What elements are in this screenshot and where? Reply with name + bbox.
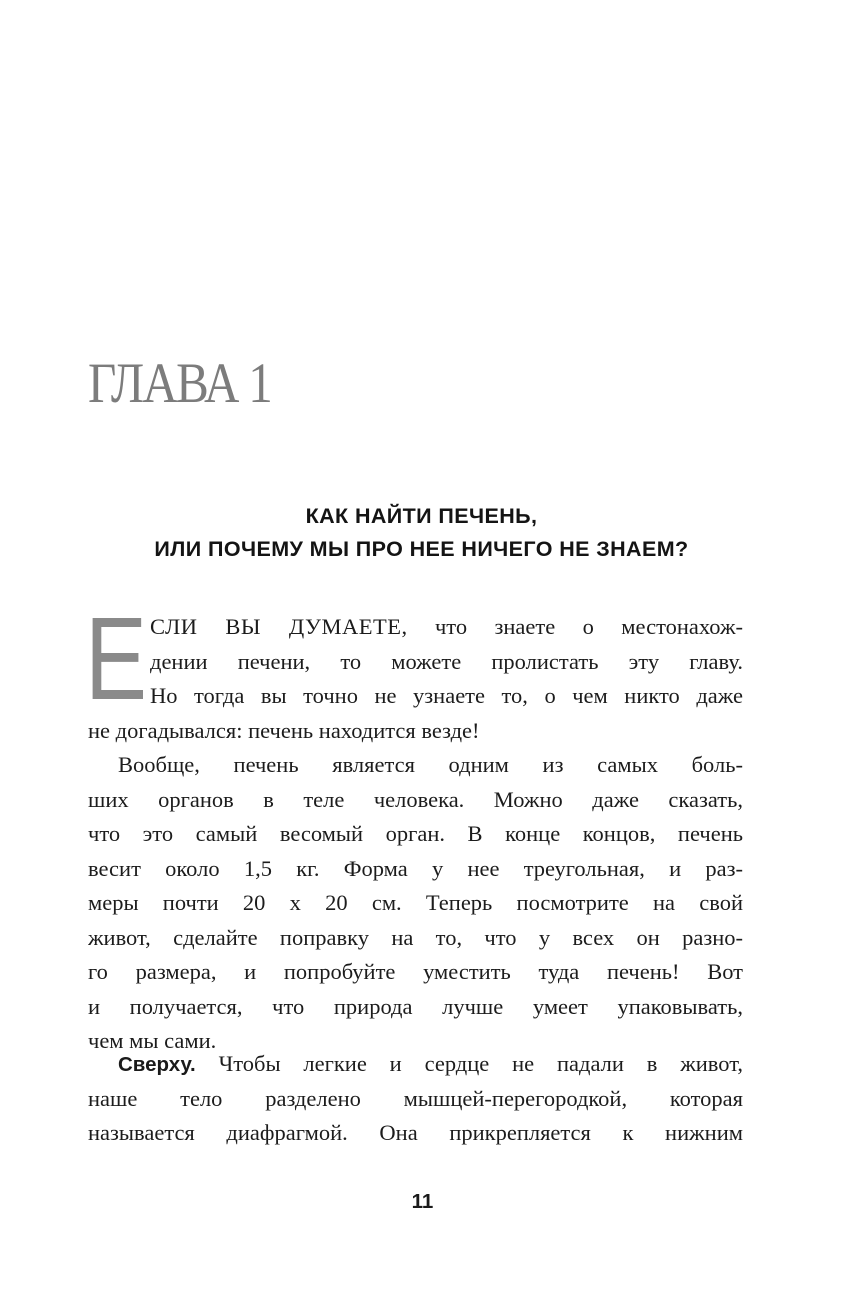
paragraph-2	[88, 748, 743, 1059]
paragraph-3-line-3: называется диафрагмой. Она прикрепляется к нижним	[88, 1120, 743, 1145]
paragraph-1-line-2: дении печени, то можете пролистать эту главу.	[150, 648, 743, 674]
paragraph-1-line-1-rest: что знаете о местонахож-	[407, 614, 743, 639]
paragraph-2-line: ших органов в теле человека. Можно даже сказать,	[88, 786, 743, 812]
chapter-title-line-2: ИЛИ ПОЧЕМУ МЫ ПРО НЕЕ НИЧЕГО НЕ ЗНАЕМ?	[154, 537, 689, 561]
paragraph-2-line: живот, сделайте поправку на то, что у всех он разно-	[88, 924, 743, 950]
paragraph-2-line: чем мы сами.	[88, 1028, 217, 1053]
chapter-label: ГЛАВА 1	[88, 352, 272, 415]
page-number: 11	[411, 1190, 434, 1213]
section-runin-heading: Сверху.	[118, 1053, 196, 1076]
lead-in: СЛИ ВЫ ДУМАЕТЕ,	[150, 614, 408, 639]
paragraph-3	[88, 1047, 743, 1151]
paragraph-2-line: меры почти 20 х 20 см. Теперь посмотрите на свой	[88, 890, 743, 915]
paragraph-1-line-3: Но тогда вы точно не узнаете то, о чем никто даже	[150, 683, 743, 708]
paragraph-2-line: весит около 1,5 кг. Форма у нее треугольная, и раз-	[88, 855, 743, 881]
paragraph-1	[88, 610, 743, 748]
paragraph-1-line-1	[88, 610, 743, 645]
paragraph-3-line-1-rest: Чтобы легкие и сердце не падали в живот,	[195, 1051, 743, 1076]
paragraph-2-line: го размера, и попробуйте уместить туда печень! Вот	[88, 959, 743, 984]
paragraph-3-line-1	[88, 1047, 743, 1082]
chapter-title-line-1: КАК НАЙТИ ПЕЧЕНЬ,	[305, 504, 538, 528]
paragraph-2-line: Вообще, печень является одним из самых боль-	[118, 752, 743, 777]
paragraph-2-line: и получается, что природа лучше умеет упаковывать,	[88, 993, 743, 1019]
paragraph-1-line-4: не догадывался: печень находится везде!	[88, 717, 480, 743]
drop-cap-letter: Е	[85, 593, 147, 725]
paragraph-2-line: что это самый весомый орган. В конце концов, печень	[88, 821, 743, 846]
paragraph-3-line-2: наше тело разделено мышцей-перегородкой, которая	[88, 1085, 743, 1111]
